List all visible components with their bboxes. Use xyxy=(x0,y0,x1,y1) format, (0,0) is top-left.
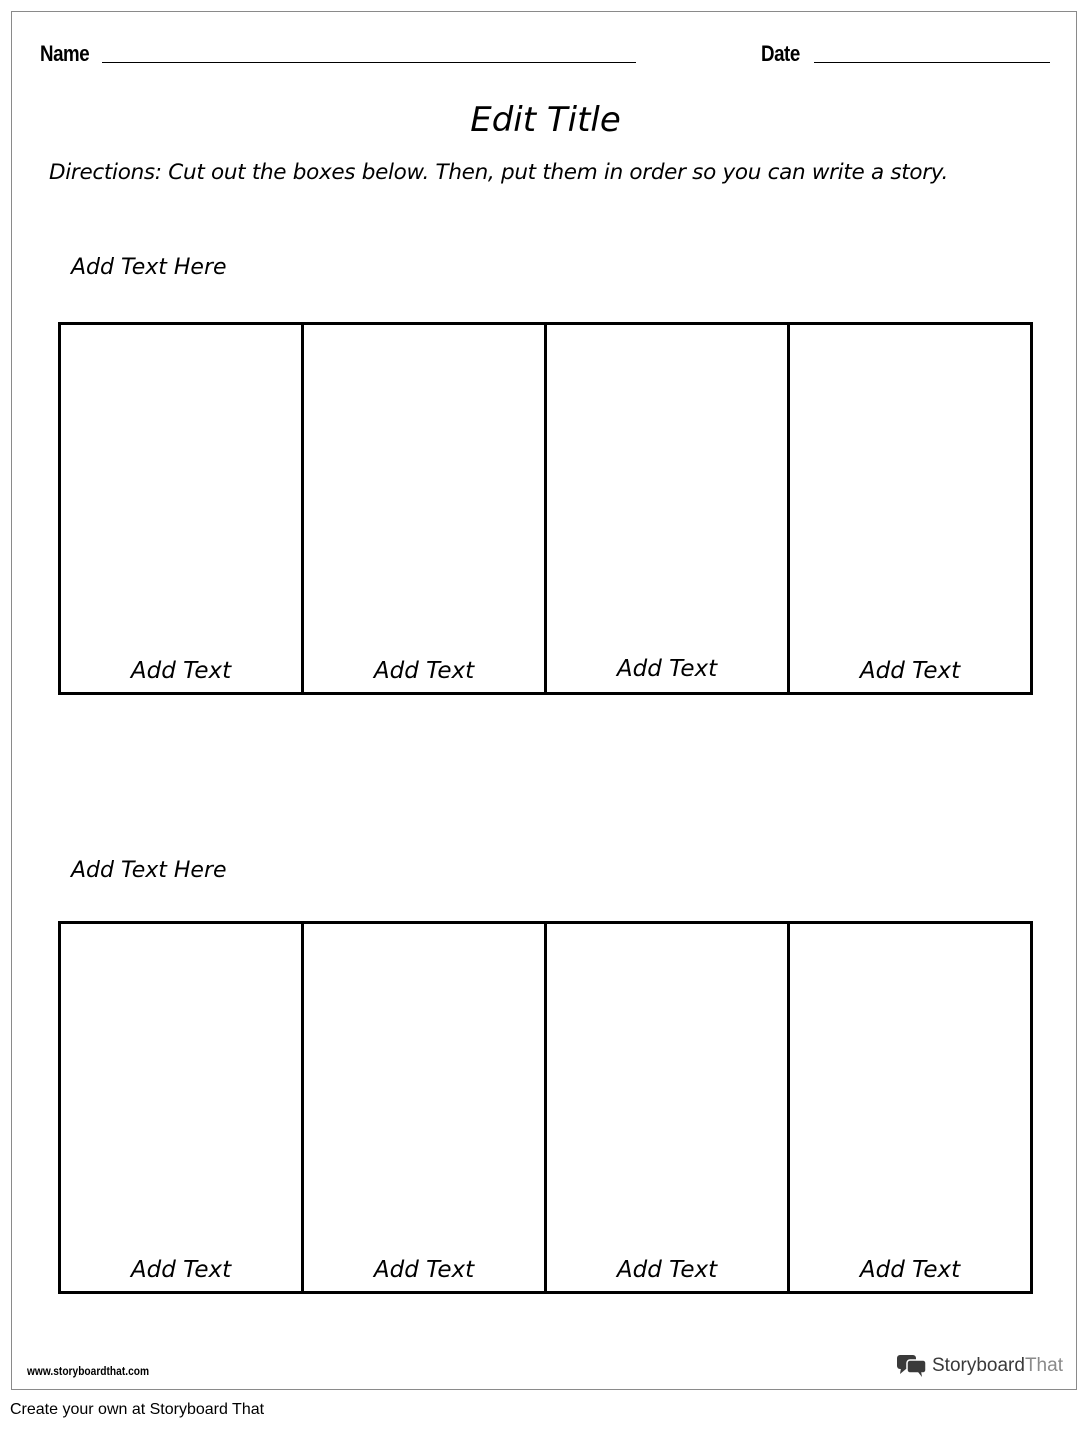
cell-strip-2 xyxy=(58,921,1033,1294)
cell-caption[interactable]: Add Text xyxy=(130,658,232,684)
name-label: Name xyxy=(40,41,90,66)
cell-caption[interactable]: Add Text xyxy=(373,1257,475,1283)
brand-name-part2: That xyxy=(1024,1355,1063,1376)
section-label-2[interactable]: Add Text Here xyxy=(71,858,227,883)
cell-caption[interactable]: Add Text xyxy=(130,1257,232,1283)
create-your-own-caption: Create your own at Storyboard That xyxy=(10,1401,265,1418)
story-cell[interactable] xyxy=(304,325,547,692)
story-cell[interactable] xyxy=(790,924,1030,1291)
section-label-1[interactable]: Add Text Here xyxy=(71,255,227,280)
cell-caption[interactable]: Add Text xyxy=(373,658,475,684)
page-title[interactable]: Edit Title xyxy=(470,100,621,140)
cell-caption[interactable]: Add Text xyxy=(859,658,961,684)
cell-caption[interactable]: Add Text xyxy=(616,656,718,682)
brand-name-part1: Storyboard xyxy=(932,1355,1025,1376)
cell-caption[interactable]: Add Text xyxy=(859,1257,961,1283)
story-cell[interactable] xyxy=(61,325,304,692)
date-line xyxy=(814,62,1050,63)
directions-text[interactable]: Directions: Cut out the boxes below. Then, put them in order so you can write a story. xyxy=(49,160,949,185)
story-cell[interactable] xyxy=(304,924,547,1291)
story-cell[interactable] xyxy=(547,325,790,692)
date-label: Date xyxy=(761,41,800,66)
footer-url: www.storyboardthat.com xyxy=(27,1364,150,1378)
story-cell[interactable] xyxy=(547,924,790,1291)
name-line xyxy=(102,62,636,63)
cell-strip-1 xyxy=(58,322,1033,695)
storyboardthat-logo xyxy=(896,1353,1063,1379)
story-cell[interactable] xyxy=(61,924,304,1291)
story-cell[interactable] xyxy=(790,325,1030,692)
speech-bubbles-icon xyxy=(896,1353,928,1379)
cell-caption[interactable]: Add Text xyxy=(616,1257,718,1283)
